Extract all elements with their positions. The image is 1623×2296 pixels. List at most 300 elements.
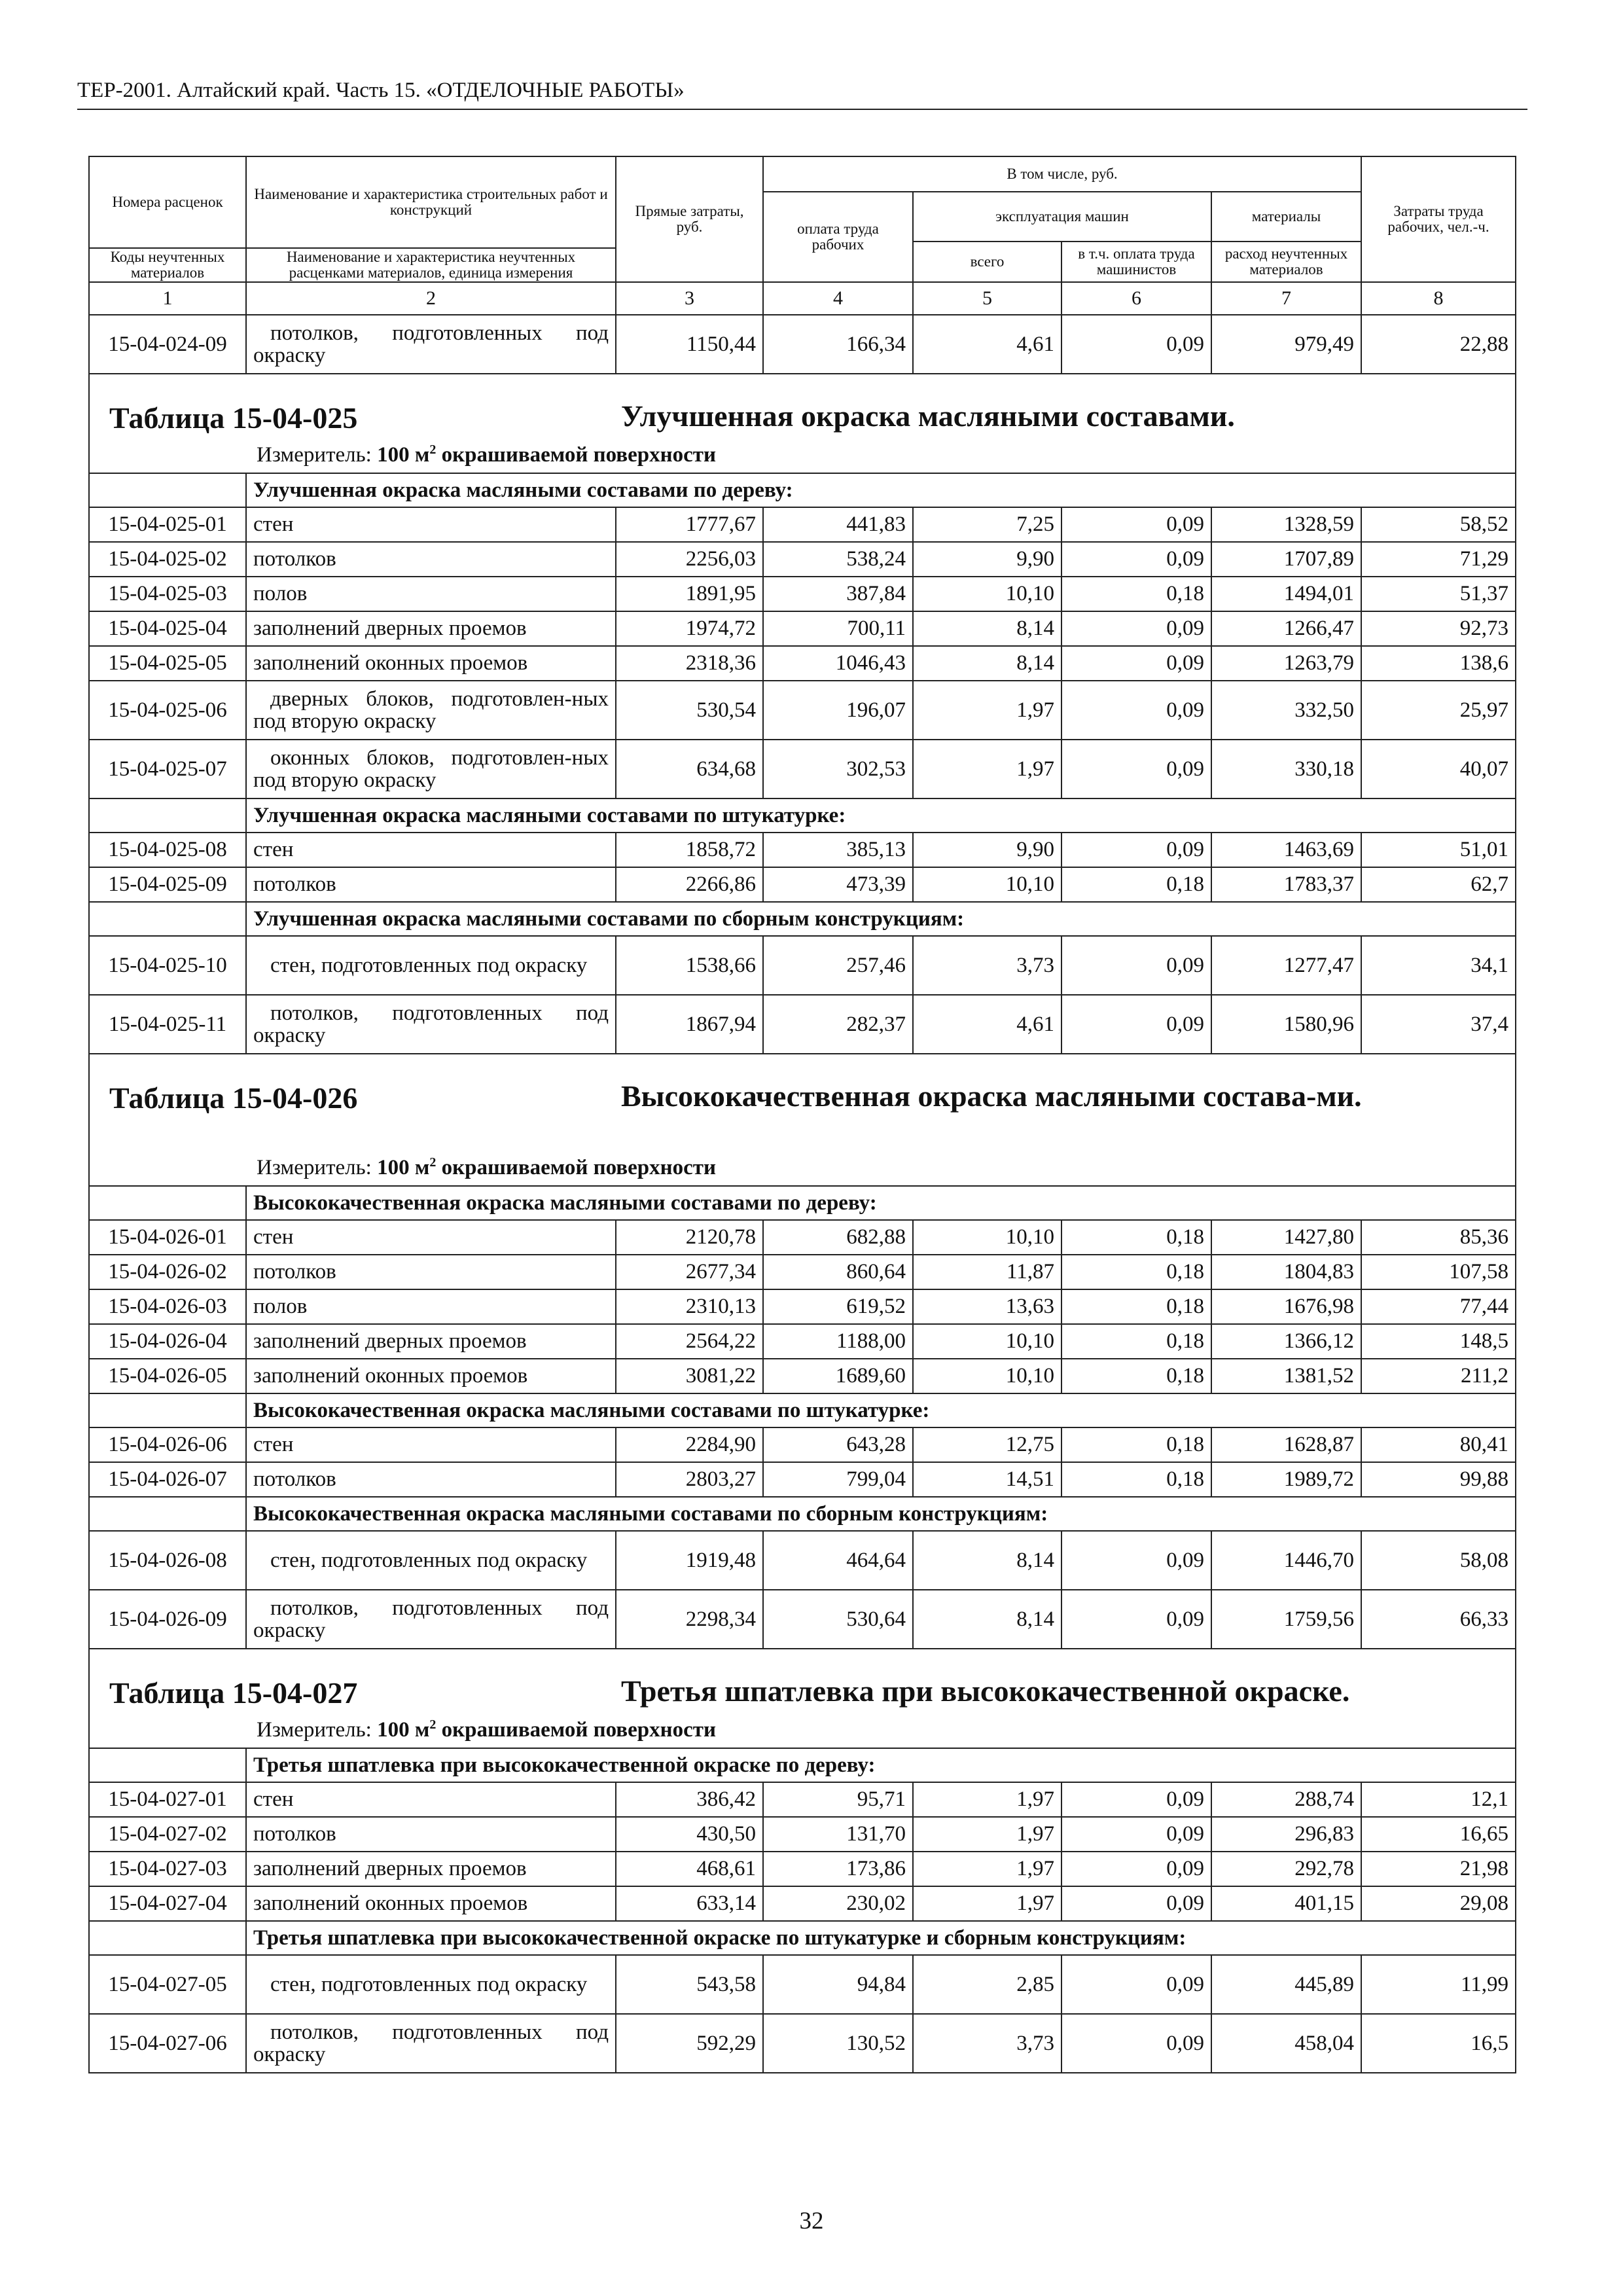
measure-suffix: окрашиваемой поверхности bbox=[436, 1156, 717, 1179]
work-name-cell bbox=[246, 315, 616, 374]
value-cell: 10,10 bbox=[913, 577, 1061, 611]
value-cell: 10,10 bbox=[913, 1220, 1061, 1255]
value-cell: 2310,13 bbox=[616, 1289, 763, 1324]
work-name-text: потолков bbox=[253, 547, 336, 571]
value-cell: 131,70 bbox=[763, 1817, 913, 1852]
value-cell: 387,84 bbox=[763, 577, 913, 611]
subsection-blank-cell bbox=[89, 902, 246, 936]
page-header bbox=[77, 77, 1527, 110]
table-label: Таблица 15-04-025 bbox=[109, 401, 358, 435]
rate-code-cell: 15-04-027-01 bbox=[89, 1782, 246, 1817]
value-cell: 330,18 bbox=[1211, 740, 1361, 798]
value-cell: 619,52 bbox=[763, 1289, 913, 1324]
value-cell: 0,09 bbox=[1061, 2014, 1211, 2073]
column-number: 5 bbox=[913, 282, 1061, 315]
work-name-text: стен bbox=[253, 1225, 294, 1249]
value-cell: 7,25 bbox=[913, 507, 1061, 542]
value-cell: 0,09 bbox=[1061, 542, 1211, 577]
value-cell: 633,14 bbox=[616, 1886, 763, 1921]
subsection-title: Улучшенная окраска масляными составами по дереву: bbox=[246, 473, 1516, 507]
value-cell: 77,44 bbox=[1361, 1289, 1516, 1324]
table-row bbox=[89, 1886, 1516, 1921]
table-row bbox=[89, 1359, 1516, 1393]
value-cell: 0,18 bbox=[1061, 1255, 1211, 1289]
value-cell: 2677,34 bbox=[616, 1255, 763, 1289]
measure-unit bbox=[377, 1156, 716, 1179]
column-number: 4 bbox=[763, 282, 913, 315]
work-name-text: заполнений дверных проемов bbox=[253, 617, 527, 640]
page-number: 32 bbox=[799, 2208, 824, 2234]
value-cell: 0,09 bbox=[1061, 1886, 1211, 1921]
table-title: Высококачественная окраска масляными состава-ми. bbox=[621, 1079, 1362, 1113]
table-row bbox=[89, 315, 1516, 374]
work-name-cell bbox=[246, 611, 616, 646]
value-cell: 1804,83 bbox=[1211, 1255, 1361, 1289]
header-cell-labor-pay: оплата труда рабочих bbox=[763, 192, 913, 282]
rate-code-cell: 15-04-026-04 bbox=[89, 1324, 246, 1359]
value-cell: 1,97 bbox=[913, 1817, 1061, 1852]
table-row bbox=[89, 1955, 1516, 2014]
rate-code-cell: 15-04-026-02 bbox=[89, 1255, 246, 1289]
work-name-cell bbox=[246, 1782, 616, 1817]
value-cell: 1,97 bbox=[913, 1782, 1061, 1817]
value-cell: 0,09 bbox=[1061, 740, 1211, 798]
value-cell: 29,08 bbox=[1361, 1886, 1516, 1921]
value-cell: 530,54 bbox=[616, 681, 763, 740]
value-cell: 14,51 bbox=[913, 1462, 1061, 1497]
work-name-text: стен bbox=[253, 512, 294, 536]
value-cell: 2256,03 bbox=[616, 542, 763, 577]
subsection-blank-cell bbox=[89, 1186, 246, 1220]
table-row bbox=[89, 867, 1516, 902]
value-cell: 2564,22 bbox=[616, 1324, 763, 1359]
header-cell-labor-costs: Затраты труда рабочих, чел.-ч. bbox=[1361, 156, 1516, 282]
value-cell: 592,29 bbox=[616, 2014, 763, 2073]
work-name-cell bbox=[246, 1590, 616, 1649]
work-name-cell bbox=[246, 1359, 616, 1393]
work-name-cell bbox=[246, 995, 616, 1054]
table-row bbox=[89, 1427, 1516, 1462]
value-cell: 1366,12 bbox=[1211, 1324, 1361, 1359]
work-name-cell bbox=[246, 577, 616, 611]
value-cell: 13,63 bbox=[913, 1289, 1061, 1324]
value-cell: 62,7 bbox=[1361, 867, 1516, 902]
value-cell: 1676,98 bbox=[1211, 1289, 1361, 1324]
table-row bbox=[89, 833, 1516, 867]
value-cell: 296,83 bbox=[1211, 1817, 1361, 1852]
value-cell: 1,97 bbox=[913, 1886, 1061, 1921]
value-cell: 34,1 bbox=[1361, 936, 1516, 995]
measure-unit-sup: 2 bbox=[429, 1155, 437, 1170]
value-cell: 0,18 bbox=[1061, 867, 1211, 902]
value-cell: 2298,34 bbox=[616, 1590, 763, 1649]
value-cell: 99,88 bbox=[1361, 1462, 1516, 1497]
value-cell: 0,18 bbox=[1061, 1220, 1211, 1255]
table-row bbox=[89, 1324, 1516, 1359]
value-cell: 0,18 bbox=[1061, 577, 1211, 611]
work-name-text: стен, подготовленных под окраску bbox=[270, 1973, 588, 1996]
work-name-cell bbox=[246, 1886, 616, 1921]
work-name-text: стен, подготовленных под окраску bbox=[270, 1549, 588, 1572]
value-cell: 0,18 bbox=[1061, 1359, 1211, 1393]
work-name-text: стен bbox=[253, 1433, 294, 1456]
value-cell: 11,99 bbox=[1361, 1955, 1516, 2014]
value-cell: 979,49 bbox=[1211, 315, 1361, 374]
table-section-header bbox=[89, 1054, 1516, 1186]
value-cell: 92,73 bbox=[1361, 611, 1516, 646]
subsection-row bbox=[89, 1186, 1516, 1220]
subsection-title: Третья шпатлевка при высококачественной окраске по штукатурке и сборным конструкциям: bbox=[246, 1921, 1516, 1955]
section-header-block bbox=[90, 1054, 1515, 1185]
value-cell: 799,04 bbox=[763, 1462, 913, 1497]
value-cell: 2120,78 bbox=[616, 1220, 763, 1255]
table-row bbox=[89, 1852, 1516, 1886]
value-cell: 3081,22 bbox=[616, 1359, 763, 1393]
value-cell: 196,07 bbox=[763, 681, 913, 740]
work-name-text: потолков, подготовленных под окраску bbox=[253, 1001, 609, 1047]
measure-unit-text: 100 м bbox=[377, 1718, 430, 1742]
work-name-cell bbox=[246, 542, 616, 577]
value-cell: 51,37 bbox=[1361, 577, 1516, 611]
value-cell: 643,28 bbox=[763, 1427, 913, 1462]
value-cell: 94,84 bbox=[763, 1955, 913, 2014]
value-cell: 0,18 bbox=[1061, 1324, 1211, 1359]
rate-code-cell: 15-04-025-11 bbox=[89, 995, 246, 1054]
value-cell: 148,5 bbox=[1361, 1324, 1516, 1359]
table-section-header bbox=[89, 374, 1516, 473]
value-cell: 12,75 bbox=[913, 1427, 1061, 1462]
value-cell: 21,98 bbox=[1361, 1852, 1516, 1886]
table-row bbox=[89, 2014, 1516, 2073]
value-cell: 51,01 bbox=[1361, 833, 1516, 867]
header-cell-direct-costs: Прямые затраты, руб. bbox=[616, 156, 763, 282]
work-name-text: стен bbox=[253, 1787, 294, 1811]
value-cell: 16,65 bbox=[1361, 1817, 1516, 1852]
value-cell: 385,13 bbox=[763, 833, 913, 867]
value-cell: 0,09 bbox=[1061, 1531, 1211, 1590]
subsection-title: Третья шпатлевка при высококачественной окраске по дереву: bbox=[246, 1748, 1516, 1782]
work-name-cell bbox=[246, 833, 616, 867]
table-row bbox=[89, 936, 1516, 995]
header-cell-rate-numbers: Номера расценок bbox=[89, 156, 246, 248]
value-cell: 1494,01 bbox=[1211, 577, 1361, 611]
work-name-cell bbox=[246, 1220, 616, 1255]
rate-code-cell: 15-04-026-01 bbox=[89, 1220, 246, 1255]
rate-code-cell: 15-04-025-06 bbox=[89, 681, 246, 740]
rate-code-cell: 15-04-027-06 bbox=[89, 2014, 246, 2073]
value-cell: 3,73 bbox=[913, 936, 1061, 995]
value-cell: 441,83 bbox=[763, 507, 913, 542]
table-section-header bbox=[89, 1649, 1516, 1748]
table-label: Таблица 15-04-027 bbox=[109, 1676, 358, 1710]
value-cell: 0,09 bbox=[1061, 995, 1211, 1054]
value-cell: 0,09 bbox=[1061, 1782, 1211, 1817]
value-cell: 0,09 bbox=[1061, 936, 1211, 995]
work-name-text: стен, подготовленных под окраску bbox=[270, 954, 588, 977]
header-cell-incl-machinist-pay: в т.ч. оплата труда машинистов bbox=[1061, 242, 1211, 282]
value-cell: 1046,43 bbox=[763, 646, 913, 681]
header-cell-uncounted-names: Наименование и характеристика неучтенных расценками материалов, единица измерения bbox=[246, 248, 616, 282]
rate-code-cell: 15-04-026-07 bbox=[89, 1462, 246, 1497]
value-cell: 332,50 bbox=[1211, 681, 1361, 740]
work-name-cell bbox=[246, 1255, 616, 1289]
value-cell: 0,09 bbox=[1061, 681, 1211, 740]
subsection-row bbox=[89, 1921, 1516, 1955]
work-name-text: потолков bbox=[253, 1260, 336, 1283]
subsection-blank-cell bbox=[89, 1497, 246, 1531]
value-cell: 700,11 bbox=[763, 611, 913, 646]
measure-prefix: Измеритель: bbox=[257, 1718, 378, 1742]
table-title: Улучшенная окраска масляными составами. bbox=[621, 399, 1235, 433]
value-cell: 2284,90 bbox=[616, 1427, 763, 1462]
table-row bbox=[89, 577, 1516, 611]
value-cell: 634,68 bbox=[616, 740, 763, 798]
table-body bbox=[89, 282, 1516, 2073]
rate-code-cell: 15-04-026-05 bbox=[89, 1359, 246, 1393]
measure-suffix: окрашиваемой поверхности bbox=[436, 443, 717, 467]
value-cell: 1277,47 bbox=[1211, 936, 1361, 995]
value-cell: 0,18 bbox=[1061, 1427, 1211, 1462]
value-cell: 445,89 bbox=[1211, 1955, 1361, 2014]
subsection-row bbox=[89, 1748, 1516, 1782]
table-row bbox=[89, 740, 1516, 798]
value-cell: 58,08 bbox=[1361, 1531, 1516, 1590]
value-cell: 1628,87 bbox=[1211, 1427, 1361, 1462]
value-cell: 401,15 bbox=[1211, 1886, 1361, 1921]
table-row bbox=[89, 1255, 1516, 1289]
value-cell: 10,10 bbox=[913, 1324, 1061, 1359]
rate-code-cell: 15-04-025-10 bbox=[89, 936, 246, 995]
header-cell-work-name: Наименование и характеристика строительных работ и конструкций bbox=[246, 156, 616, 248]
value-cell: 8,14 bbox=[913, 611, 1061, 646]
work-name-cell bbox=[246, 2014, 616, 2073]
work-name-text: потолков, подготовленных под окраску bbox=[253, 321, 609, 367]
rate-code-cell: 15-04-024-09 bbox=[89, 315, 246, 374]
work-name-text: заполнений дверных проемов bbox=[253, 1329, 527, 1353]
table-header bbox=[89, 156, 1516, 282]
subsection-title: Улучшенная окраска масляными составами по штукатурке: bbox=[246, 798, 1516, 833]
rate-code-cell: 15-04-025-04 bbox=[89, 611, 246, 646]
header-cell-materials: материалы bbox=[1211, 192, 1361, 242]
value-cell: 292,78 bbox=[1211, 1852, 1361, 1886]
subsection-title: Улучшенная окраска масляными составами по сборным конструкциям: bbox=[246, 902, 1516, 936]
value-cell: 8,14 bbox=[913, 1590, 1061, 1649]
rate-code-cell: 15-04-025-07 bbox=[89, 740, 246, 798]
value-cell: 1689,60 bbox=[763, 1359, 913, 1393]
table-row bbox=[89, 1817, 1516, 1852]
header-cell-uncounted-consumption: расход неучтенных материалов bbox=[1211, 242, 1361, 282]
value-cell: 1150,44 bbox=[616, 315, 763, 374]
value-cell: 85,36 bbox=[1361, 1220, 1516, 1255]
value-cell: 166,34 bbox=[763, 315, 913, 374]
rate-code-cell: 15-04-025-03 bbox=[89, 577, 246, 611]
work-name-cell bbox=[246, 1531, 616, 1590]
value-cell: 2803,27 bbox=[616, 1462, 763, 1497]
rate-code-cell: 15-04-027-03 bbox=[89, 1852, 246, 1886]
value-cell: 1919,48 bbox=[616, 1531, 763, 1590]
measure-unit-line bbox=[257, 443, 716, 467]
work-name-text: оконных блоков, подготовлен-ных под вторую окраску bbox=[253, 746, 609, 792]
value-cell: 107,58 bbox=[1361, 1255, 1516, 1289]
value-cell: 9,90 bbox=[913, 833, 1061, 867]
table-row bbox=[89, 542, 1516, 577]
value-cell: 1,97 bbox=[913, 740, 1061, 798]
value-cell: 302,53 bbox=[763, 740, 913, 798]
value-cell: 0,09 bbox=[1061, 611, 1211, 646]
value-cell: 22,88 bbox=[1361, 315, 1516, 374]
value-cell: 1188,00 bbox=[763, 1324, 913, 1359]
value-cell: 10,10 bbox=[913, 867, 1061, 902]
value-cell: 95,71 bbox=[763, 1782, 913, 1817]
value-cell: 0,09 bbox=[1061, 646, 1211, 681]
column-number: 2 bbox=[246, 282, 616, 315]
value-cell: 1463,69 bbox=[1211, 833, 1361, 867]
measure-suffix: окрашиваемой поверхности bbox=[436, 1718, 717, 1742]
value-cell: 9,90 bbox=[913, 542, 1061, 577]
work-name-text: заполнений оконных проемов bbox=[253, 1364, 528, 1388]
subsection-title: Высококачественная окраска масляными составами по сборным конструкциям: bbox=[246, 1497, 1516, 1531]
value-cell: 1538,66 bbox=[616, 936, 763, 995]
measure-prefix: Измеритель: bbox=[257, 1156, 378, 1179]
value-cell: 543,58 bbox=[616, 1955, 763, 2014]
work-name-text: дверных блоков, подготовлен-ных под вторую окраску bbox=[253, 687, 609, 733]
rate-code-cell: 15-04-025-08 bbox=[89, 833, 246, 867]
subsection-row bbox=[89, 1497, 1516, 1531]
value-cell: 0,18 bbox=[1061, 1289, 1211, 1324]
value-cell: 682,88 bbox=[763, 1220, 913, 1255]
subsection-row bbox=[89, 473, 1516, 507]
value-cell: 71,29 bbox=[1361, 542, 1516, 577]
rate-code-cell: 15-04-025-09 bbox=[89, 867, 246, 902]
work-name-text: стен bbox=[253, 838, 294, 861]
value-cell: 473,39 bbox=[763, 867, 913, 902]
rate-code-cell: 15-04-026-06 bbox=[89, 1427, 246, 1462]
subsection-title: Высококачественная окраска масляными составами по дереву: bbox=[246, 1186, 1516, 1220]
value-cell: 282,37 bbox=[763, 995, 913, 1054]
work-name-text: потолков bbox=[253, 1467, 336, 1491]
measure-unit-sup: 2 bbox=[429, 1717, 437, 1732]
value-cell: 0,09 bbox=[1061, 1590, 1211, 1649]
measure-unit-text: 100 м bbox=[377, 443, 430, 467]
table-row bbox=[89, 1531, 1516, 1590]
value-cell: 1,97 bbox=[913, 1852, 1061, 1886]
column-numbers-row bbox=[89, 282, 1516, 315]
work-name-text: заполнений дверных проемов bbox=[253, 1857, 527, 1880]
subsection-blank-cell bbox=[89, 1393, 246, 1427]
section-header-block bbox=[90, 1649, 1515, 1748]
measure-unit bbox=[377, 1718, 716, 1742]
value-cell: 464,64 bbox=[763, 1531, 913, 1590]
work-name-cell bbox=[246, 936, 616, 995]
section-header-cell bbox=[89, 374, 1516, 473]
table-row bbox=[89, 646, 1516, 681]
rate-code-cell: 15-04-026-08 bbox=[89, 1531, 246, 1590]
value-cell: 1427,80 bbox=[1211, 1220, 1361, 1255]
measure-prefix: Измеритель: bbox=[257, 443, 378, 467]
value-cell: 2318,36 bbox=[616, 646, 763, 681]
work-name-text: полов bbox=[253, 582, 308, 605]
subsection-row bbox=[89, 902, 1516, 936]
column-number: 7 bbox=[1211, 282, 1361, 315]
work-name-text: заполнений оконных проемов bbox=[253, 651, 528, 675]
value-cell: 130,52 bbox=[763, 2014, 913, 2073]
value-cell: 458,04 bbox=[1211, 2014, 1361, 2073]
value-cell: 40,07 bbox=[1361, 740, 1516, 798]
value-cell: 138,6 bbox=[1361, 646, 1516, 681]
section-header-cell bbox=[89, 1054, 1516, 1186]
work-name-text: потолков, подготовленных под окраску bbox=[253, 1596, 609, 1642]
value-cell: 0,09 bbox=[1061, 507, 1211, 542]
table-row bbox=[89, 507, 1516, 542]
work-name-cell bbox=[246, 1852, 616, 1886]
table-row bbox=[89, 1462, 1516, 1497]
value-cell: 1580,96 bbox=[1211, 995, 1361, 1054]
work-name-cell bbox=[246, 1427, 616, 1462]
rate-code-cell: 15-04-026-03 bbox=[89, 1289, 246, 1324]
value-cell: 4,61 bbox=[913, 315, 1061, 374]
value-cell: 288,74 bbox=[1211, 1782, 1361, 1817]
work-name-cell bbox=[246, 1817, 616, 1852]
work-name-cell bbox=[246, 507, 616, 542]
value-cell: 386,42 bbox=[616, 1782, 763, 1817]
header-cell-incl-rub: В том числе, руб. bbox=[763, 156, 1361, 192]
section-header-cell bbox=[89, 1649, 1516, 1748]
value-cell: 8,14 bbox=[913, 1531, 1061, 1590]
section-header-block bbox=[90, 374, 1515, 473]
value-cell: 2,85 bbox=[913, 1955, 1061, 2014]
value-cell: 1989,72 bbox=[1211, 1462, 1361, 1497]
table-row bbox=[89, 611, 1516, 646]
value-cell: 1,97 bbox=[913, 681, 1061, 740]
value-cell: 0,09 bbox=[1061, 315, 1211, 374]
rate-code-cell: 15-04-025-02 bbox=[89, 542, 246, 577]
work-name-text: потолков bbox=[253, 1822, 336, 1846]
column-number: 3 bbox=[616, 282, 763, 315]
value-cell: 257,46 bbox=[763, 936, 913, 995]
value-cell: 860,64 bbox=[763, 1255, 913, 1289]
value-cell: 1381,52 bbox=[1211, 1359, 1361, 1393]
header-cell-machine-op: эксплуатация машин bbox=[913, 192, 1211, 242]
measure-unit-line bbox=[257, 1718, 716, 1742]
subsection-blank-cell bbox=[89, 798, 246, 833]
value-cell: 1974,72 bbox=[616, 611, 763, 646]
value-cell: 58,52 bbox=[1361, 507, 1516, 542]
value-cell: 25,97 bbox=[1361, 681, 1516, 740]
rates-table bbox=[88, 156, 1516, 2073]
value-cell: 0,09 bbox=[1061, 1955, 1211, 2014]
value-cell: 1328,59 bbox=[1211, 507, 1361, 542]
value-cell: 1867,94 bbox=[616, 995, 763, 1054]
rates-table-container bbox=[88, 156, 1515, 2073]
value-cell: 12,1 bbox=[1361, 1782, 1516, 1817]
work-name-text: потолков bbox=[253, 872, 336, 896]
value-cell: 1263,79 bbox=[1211, 646, 1361, 681]
work-name-cell bbox=[246, 1462, 616, 1497]
work-name-cell bbox=[246, 1289, 616, 1324]
header-cell-total: всего bbox=[913, 242, 1061, 282]
value-cell: 1891,95 bbox=[616, 577, 763, 611]
table-title: Третья шпатлевка при высококачественной окраске. bbox=[621, 1674, 1350, 1708]
value-cell: 0,09 bbox=[1061, 1852, 1211, 1886]
subsection-blank-cell bbox=[89, 473, 246, 507]
rate-code-cell: 15-04-025-01 bbox=[89, 507, 246, 542]
value-cell: 1266,47 bbox=[1211, 611, 1361, 646]
value-cell: 538,24 bbox=[763, 542, 913, 577]
value-cell: 1777,67 bbox=[616, 507, 763, 542]
value-cell: 430,50 bbox=[616, 1817, 763, 1852]
value-cell: 80,41 bbox=[1361, 1427, 1516, 1462]
header-cell-uncounted-codes: Коды неучтенных материалов bbox=[89, 248, 246, 282]
